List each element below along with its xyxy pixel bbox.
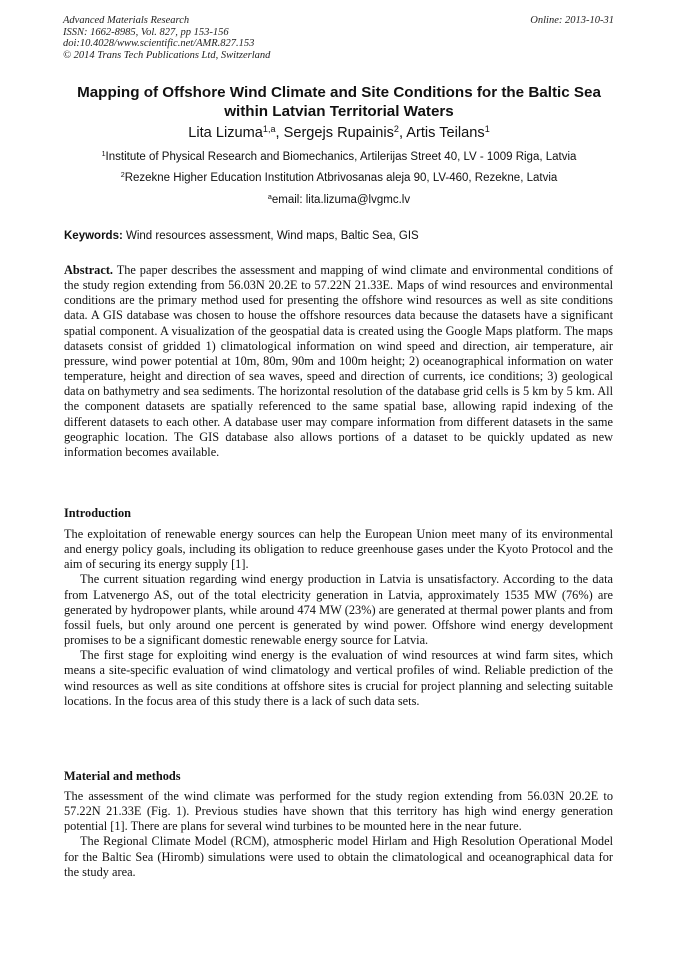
online-date: Online: 2013-10-31: [530, 15, 614, 26]
author-affiliation-mark: 1,a: [262, 124, 276, 135]
abstract: [64, 263, 613, 460]
issn-line: ISSN: 1662-8985, Vol. 827, pp 153-156: [63, 26, 229, 38]
keywords-text: Wind resources assessment, Wind maps, Baltic Sea, GIS: [122, 230, 419, 242]
affiliation-1: [0, 151, 678, 163]
paragraph: The first stage for exploiting wind energy is the evaluation of wind resources at wind farm sites, which means a site-specific evaluation of wind climatology and vertical profiles of wind. Reliable prediction of the wind resources as well as site conditions at offshore sites is crucial for project planning and selecting suitable locations. In the focus area of this study there is a lack of such data sets.: [64, 648, 613, 708]
abstract-text: The paper describes the assessment and mapping of wind climate and environmental conditions of the study region extending from 56.03N 20.2E to 57.22N 21.33E. Maps of wind resources and environmental conditions are the primary method used for presenting the offshore wind resources as well as site conditions data. A GIS database was chosen to house the offshore resources data because the datasets have a significant spatial component. A visualization of the geospatial data is created using the Google Maps platform. The maps datasets consist of gridded 1) climatological information on wind speed and direction, air temperature, air pressure, wind power potential at 10m, 80m, 90m and 100m height; 2) oceanographical information on water temperature, height and direction of sea waves, speed and direction of currents, ice conditions; 3) geological data on bathymetry and sea sediments. The horizontal resolution of the database grid cells is 5 km by 5 km. All the component datasets are spatially referenced to the same spatial base, allowing rapid indexing of the different datasets to each other. A database user may compare information from different datasets in the same geographic location. The GIS database also allows portions of a dataset to be quickly updated as new information becomes available.: [64, 263, 613, 459]
author-affiliation-mark: 1: [484, 124, 490, 135]
copyright-line: © 2014 Trans Tech Publications Ltd, Switzerland: [63, 49, 271, 61]
paper-title: Mapping of Offshore Wind Climate and Site Conditions for the Baltic Sea within Latvian Territorial Waters: [77, 84, 601, 120]
author-separator: ,: [275, 125, 284, 141]
affiliation-2: [0, 172, 678, 184]
affiliation-text: Rezekne Higher Education Institution Atbrivosanas aleja 90, LV-460, Rezekne, Latvia: [124, 172, 558, 184]
affiliation-mark: 2: [120, 171, 125, 180]
methods-body: [64, 789, 613, 880]
email-text: email: lita.lizuma@lvgmc.lv: [271, 194, 411, 206]
methods-heading: Material and methods: [64, 769, 181, 783]
contact-email: [0, 194, 678, 206]
author-list: [0, 125, 678, 141]
keywords-line: [64, 230, 419, 242]
author-name: Sergejs Rupainis: [283, 125, 394, 141]
author-name: Lita Lizuma: [188, 125, 263, 141]
paragraph: The assessment of the wind climate was performed for the study region extending from 56.03N 20.2E to 57.22N 21.33E (Fig. 1). Previous studies have shown that this territory has high wind energy generation potential [1]. There are plans for several wind turbines to be mounted here in the near future.: [64, 789, 613, 834]
author-name: Artis Teilans: [406, 125, 485, 141]
author-separator: ,: [398, 125, 407, 141]
doi-line: doi:10.4028/www.scientific.net/AMR.827.153: [63, 38, 255, 50]
journal-name: Advanced Materials Research: [63, 15, 190, 26]
paragraph: The current situation regarding wind energy production in Latvia is unsatisfactory. According to the data from Latvenergo AS, out of the total electricity generation in Latvia, approximately 1535 MW (76%) are generated by hydropower plants, while around 474 MW (23%) are generated at thermal power plants and from fossil fuels, but only around one percent is generated by wind power. Offshore wind energy development promises to be a significant domestic renewable energy source for Latvia.: [64, 572, 613, 648]
keywords-label: Keywords:: [64, 230, 123, 242]
author-affiliation-mark: 2: [393, 124, 399, 135]
introduction-heading: Introduction: [64, 506, 131, 520]
paragraph: The Regional Climate Model (RCM), atmospheric model Hirlam and High Resolution Operational Model for the Baltic Sea (Hiromb) simulations were used to obtain the climatological and oceanographical data for the study area.: [64, 834, 613, 879]
affiliation-text: Institute of Physical Research and Biomechanics, Artilerijas Street 40, LV - 1009 Riga, Latvia: [105, 151, 577, 163]
email-mark: a: [267, 193, 272, 202]
abstract-label: Abstract.: [64, 263, 114, 277]
introduction-body: [64, 527, 613, 709]
journal-header: [63, 15, 270, 61]
paragraph: The exploitation of renewable energy sources can help the European Union meet many of its environmental and energy policy goals, including its obligation to reduce greenhouse gases under the Kyoto Protocol and the aim of securing its energy supply [1].: [64, 527, 613, 572]
affiliation-mark: 1: [101, 150, 106, 159]
